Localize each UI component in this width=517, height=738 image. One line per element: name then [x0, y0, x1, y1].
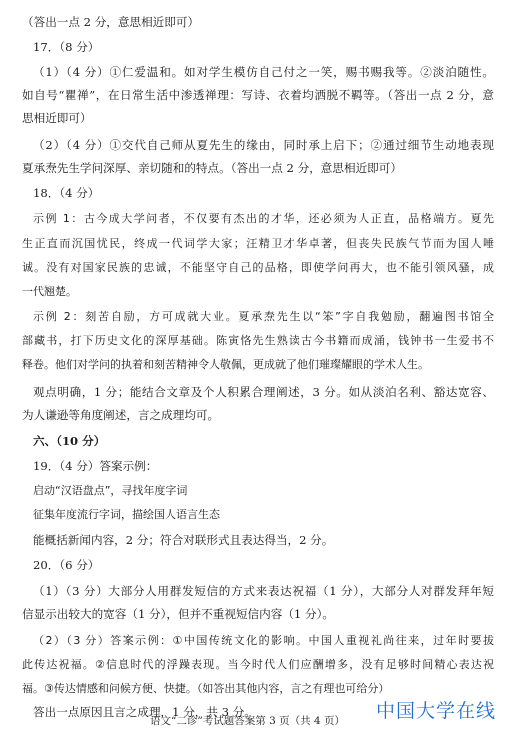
text-line: 示例 1：古今成大学问者，不仅要有杰出的才华，还必须为人正直，品格端方。夏先 — [33, 212, 494, 225]
text-line: 生正直而沉国忧民，终成一代词学大家；汪精卫才华卓著，但丧失民族气节而为国人唾 — [22, 237, 494, 250]
text-line: （答出一点 2 分，意思相近即可） — [22, 15, 200, 29]
text-line: 18．（4 分） — [33, 186, 100, 200]
text-line: 19．（4 分）答案示例： — [33, 459, 158, 473]
text-line: 思相近即可） — [22, 111, 92, 125]
text-line: 如自号“瞿禅”，在日常生活中渗透禅理：写诗、衣着均洒脱不羁等。（答出一点 2 分，意 — [22, 88, 494, 102]
text-line: 示例 2：刻苦自励，方可成就大业。夏承焘先生以“笨”字自我勉励，翻遍图书馆全 — [33, 310, 494, 323]
text-line: 福。③传达情感和问候方便、快捷。（如答出其他内容，言之有理也可给分） — [22, 682, 390, 695]
text-line: 六、（10 分） — [33, 434, 106, 448]
text-line: 信显示出较大的宽容（1 分），但并不重视短信内容（1 分）。 — [22, 607, 334, 621]
text-line: 能概括新闻内容，2 分；符合对联形式且表达得当，2 分。 — [33, 533, 334, 547]
site-watermark: 中国大学在线 — [376, 700, 497, 722]
page-footer: 语文“二诊”考试题答案第 3 页（共 4 页） — [150, 715, 345, 727]
text-line: （2）（3 分）答案示例：①中国传统文化的影响。中国人重视礼尚往来，过年时要拔 — [33, 634, 494, 647]
text-line: 一代翘楚。 — [22, 285, 77, 298]
text-line: 夏承焘先生学问深厚、亲切随和的特点。（答出一点 2 分，意思相近即可） — [22, 161, 402, 175]
text-line: 启动“汉语盘点”，寻找年度字词 — [33, 484, 188, 497]
text-line: 为人谦逊等角度阐述，言之成理均可。 — [22, 408, 220, 422]
text-line: 释卷。他们对学问的执着和刻苦精神令人敬佩，更成就了他们璀璨耀眼的学术人生。 — [22, 358, 429, 371]
text-line: 20．（6 分） — [33, 558, 100, 572]
text-line: 诚。没有对国家民族的忠诚，不能坚守自己的品格，即使学问再大，也不能引领风骚，成 — [22, 261, 494, 274]
text-line: 此传达祝福。②信息时代的浮躁表现。当今时代人们应酬增多，没有足够时间精心表达祝 — [22, 658, 494, 671]
text-line: 答出一点原因且言之成理，1 分，共 3 分。 — [33, 705, 256, 719]
text-line: （2）（4 分）①交代自己师从夏先生的缘由，同时承上启下；②通过细节生动地表现 — [33, 138, 494, 152]
text-line: （1）（4 分）①仁爱温和。如对学生模仿自己付之一笑，赐书赐我等。②淡泊随性。 — [33, 65, 494, 79]
text-line: 征集年度流行字词，描绘国人语言生态 — [33, 508, 220, 521]
text-line: 17．（8 分） — [33, 40, 100, 54]
text-line: （1）（3 分）大部分人用群发短信的方式来表达祝福（1 分），大部分人对群发拜年短 — [33, 584, 494, 598]
text-line: 观点明确，1 分；能结合文章及个人积累合理阐述，3 分。如从淡泊名利、豁达宽容、 — [33, 385, 494, 399]
text-line: 部藏书，打下历史文化的深厚基础。陈寅恪先生熟读古今书籍而成涌，钱钟书一生爱书不 — [22, 334, 494, 347]
